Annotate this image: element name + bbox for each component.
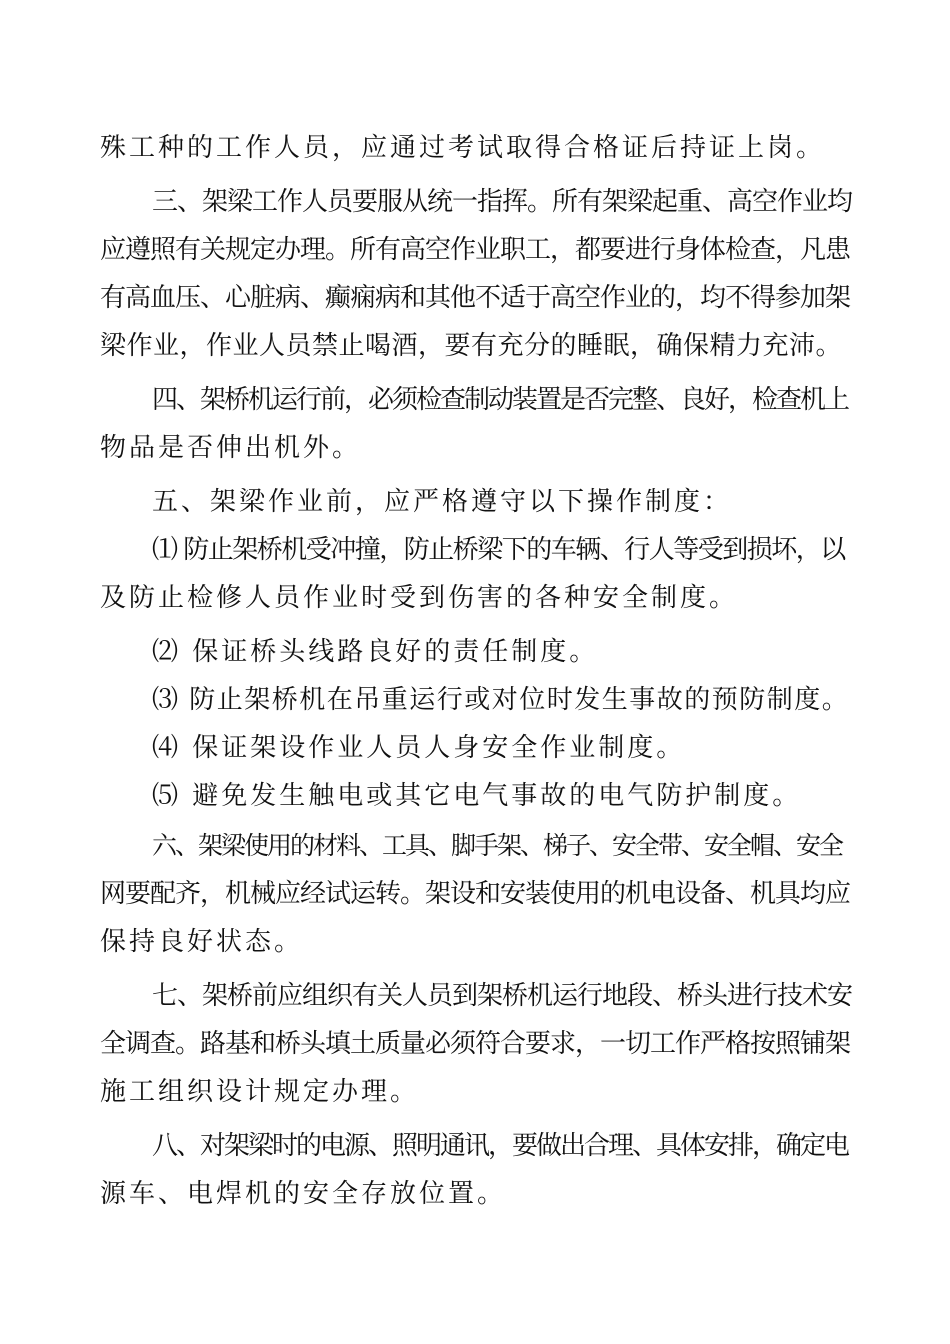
list-item-3-line: ⑶ 防止架桥机在吊重运行或对位时发生事故的预防制度。	[152, 685, 850, 715]
text-line: 殊工种的工作人员，应通过考试取得合格证后持证上岗。	[100, 133, 826, 163]
text-line: 物品是否伸出机外。	[100, 433, 362, 463]
text-line: 梁作业，作业人员禁止喝酒，要有充分的睡眠，确保精力充沛。	[100, 331, 843, 361]
list-item-1-line: ⑴ 防止架桥机受冲撞，防止桥梁下的车辆、行人等受到损坏，以	[152, 535, 845, 565]
section-7-heading-line: 七、架桥前应组织有关人员到架桥机运行地段、桥头进行技术安	[152, 981, 853, 1011]
section-5-heading-line: 五、架梁作业前，应严格遵守以下操作制度：	[152, 487, 733, 517]
section-8-heading-line: 八、对架梁时的电源、照明通讯，要做出合理、具体安排，确定电	[152, 1131, 849, 1161]
section-3-heading-line: 三、架梁工作人员要服从统一指挥。所有架梁起重、高空作业均	[152, 187, 853, 217]
list-item-5-line: ⑸ 避免发生触电或其它电气事故的电气防护制度。	[152, 781, 802, 811]
text-line: 全调查。路基和桥头填土质量必须符合要求，一切工作严格按照铺架	[100, 1029, 851, 1059]
text-line: 及防止检修人员作业时受到伤害的各种安全制度。	[100, 583, 739, 613]
text-line: 保持良好状态。	[100, 927, 304, 957]
list-item-4-line: ⑷ 保证架设作业人员人身安全作业制度。	[152, 733, 686, 763]
text-line: 源车、电焊机的安全存放位置。	[100, 1179, 507, 1209]
list-item-2-line: ⑵ 保证桥头线路良好的责任制度。	[152, 637, 599, 667]
section-4-heading-line: 四、架桥机运行前，必须检查制动装置是否完整、良好，检查机上	[152, 385, 849, 415]
text-line: 有高血压、心脏病、癫痫病和其他不适于高空作业的，均不得参加架	[100, 283, 851, 313]
text-line: 施工组织设计规定办理。	[100, 1077, 420, 1107]
text-line: 应遵照有关规定办理。所有高空作业职工，都要进行身体检查，凡患	[100, 235, 851, 265]
section-6-heading-line: 六、架梁使用的材料、工具、脚手架、梯子、安全带、安全帽、安全	[152, 831, 843, 860]
text-line: 网要配齐，机械应经试运转。架设和安装使用的机电设备、机具均应	[100, 879, 851, 909]
